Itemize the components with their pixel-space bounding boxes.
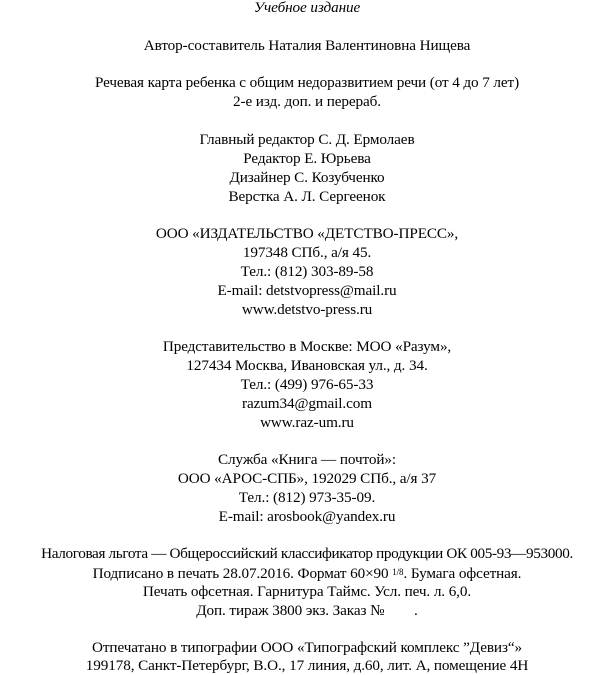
staff-editor: Редактор Е. Юрьева <box>243 150 371 167</box>
signed-prefix: Подписано в печать 28.07.2016. Формат 60×90 <box>92 565 393 582</box>
mail-service-phone: Тел.: (812) 973-35-09. <box>238 489 376 506</box>
moscow-office-phone: Тел.: (499) 976-65-33 <box>240 376 374 393</box>
publisher-email: E-mail: detstvopress@mail.ru <box>217 282 397 299</box>
staff-chief-editor: Главный редактор С. Д. Ермолаев <box>199 131 415 148</box>
print-details-line: Печать офсетная. Гарнитура Таймс. Усл. печ. л. 6,0. <box>142 583 472 600</box>
staff-layout: Верстка А. Л. Сергеенок <box>228 188 386 205</box>
book-title: Речевая карта ребенка с общим недоразвитием речи (от 4 до 7 лет) <box>94 74 520 91</box>
publisher-website: www.detstvo-press.ru <box>241 301 373 318</box>
publisher-address: 197348 СПб., а/я 45. <box>242 244 372 261</box>
moscow-office-email: razum34@gmail.com <box>242 395 372 412</box>
moscow-office-website: www.raz-um.ru <box>260 414 354 431</box>
signed-suffix: . Бумага офсетная. <box>403 565 522 582</box>
format-fraction: 1/8 <box>392 567 404 577</box>
mail-service-title: Служба «Книга — почтой»: <box>218 451 396 468</box>
printer-name: Отпечатано в типографии ООО «Типографский комплекс ”Девиз“» <box>92 639 522 656</box>
staff-designer: Дизайнер С. Козубченко <box>229 169 385 186</box>
signed-to-print-line <box>0 563 614 583</box>
moscow-office-name: Представительство в Москве: МОО «Разум», <box>162 338 452 355</box>
publisher-name: ООО «ИЗДАТЕЛЬСТВО «ДЕТСТВО-ПРЕСС», <box>155 225 459 242</box>
mail-service-address: ООО «АРОС-СПБ», 192029 СПб., а/я 37 <box>177 470 437 487</box>
tax-benefit-line: Налоговая льгота — Общероссийский классификатор продукции ОК 005-93—953000. <box>41 545 573 562</box>
edition-line: 2-е изд. доп. и перераб. <box>233 93 381 110</box>
mail-service-email: E-mail: arosbook@yandex.ru <box>218 508 396 525</box>
author-line: Автор-составитель Наталия Валентиновна Нищева <box>143 37 471 54</box>
print-run-line: Доп. тираж 3800 экз. Заказ № . <box>196 602 418 619</box>
printer-address: 199178, Санкт-Петербург, В.О., 17 линия, д.60, лит. А, помещение 4Н <box>85 657 529 674</box>
edition-type-header: Учебное издание <box>253 0 361 16</box>
moscow-office-address: 127434 Москва, Ивановская ул., д. 34. <box>186 357 428 374</box>
publisher-phone: Тел.: (812) 303-89-58 <box>240 263 374 280</box>
